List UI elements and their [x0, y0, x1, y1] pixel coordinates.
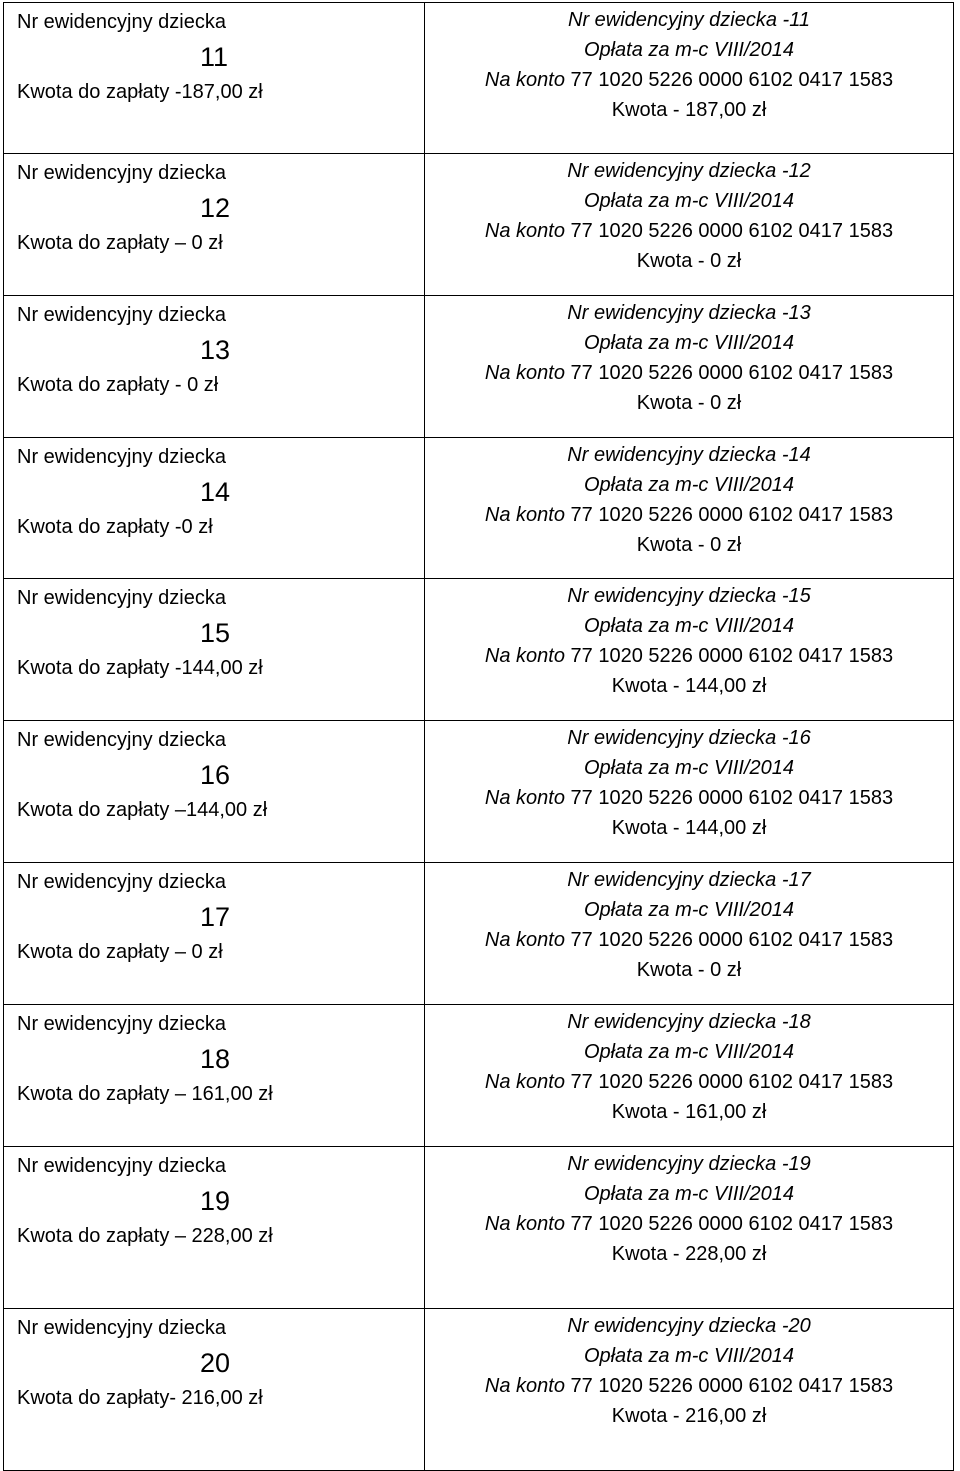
amount-due: Kwota do zapłaty- 216,00 zł	[17, 1387, 263, 1409]
payment-slips-table	[3, 2, 954, 1471]
slip-fee-period: Opłata za m-c VIII/2014	[583, 615, 795, 637]
amount-due: Kwota do zapłaty -0 zł	[17, 516, 213, 538]
slip-account-line	[425, 925, 953, 955]
slip-row	[4, 1147, 954, 1309]
child-stub-cell	[4, 154, 425, 296]
child-id-number: 14	[200, 477, 231, 507]
slip-row	[4, 863, 954, 1005]
child-stub-cell	[4, 579, 425, 721]
slip-account-line	[425, 216, 953, 246]
child-id-label: Nr ewidencyjny dziecka	[17, 871, 226, 893]
transfer-slip-cell	[425, 154, 954, 296]
account-prefix: Na konto	[484, 1375, 571, 1397]
child-stub-cell	[4, 863, 425, 1005]
account-prefix: Na konto	[484, 1213, 571, 1235]
slip-fee-period: Opłata za m-c VIII/2014	[583, 1041, 795, 1063]
slip-child-id: Nr ewidencyjny dziecka -16	[567, 727, 811, 749]
slip-row	[4, 438, 954, 579]
slip-amount: Kwota - 0 zł	[636, 250, 742, 272]
account-prefix: Na konto	[484, 787, 571, 809]
child-id-number: 11	[200, 42, 229, 72]
amount-due: Kwota do zapłaty – 0 zł	[17, 232, 223, 254]
slip-child-id: Nr ewidencyjny dziecka -14	[567, 444, 811, 466]
transfer-slip-cell	[425, 296, 954, 438]
account-prefix: Na konto	[484, 929, 571, 951]
slip-account-line	[425, 65, 953, 95]
transfer-slip-cell	[425, 3, 954, 154]
bank-account-number: 77 1020 5226 0000 6102 0417 1583	[570, 929, 894, 951]
slip-account-line	[425, 1067, 953, 1097]
child-id-label: Nr ewidencyjny dziecka	[17, 162, 226, 184]
amount-due: Kwota do zapłaty -144,00 zł	[17, 657, 263, 679]
amount-due: Kwota do zapłaty –144,00 zł	[17, 799, 268, 821]
child-id-number: 20	[200, 1348, 231, 1378]
child-id-label: Nr ewidencyjny dziecka	[17, 446, 226, 468]
slip-child-id: Nr ewidencyjny dziecka -15	[567, 585, 811, 607]
slip-account-line	[425, 358, 953, 388]
slip-row	[4, 721, 954, 863]
bank-account-number: 77 1020 5226 0000 6102 0417 1583	[570, 787, 894, 809]
child-id-number: 16	[200, 760, 231, 790]
transfer-slip-cell	[425, 721, 954, 863]
bank-account-number: 77 1020 5226 0000 6102 0417 1583	[570, 504, 894, 526]
slip-amount: Kwota - 0 zł	[636, 392, 742, 414]
account-prefix: Na konto	[484, 1071, 571, 1093]
amount-due: Kwota do zapłaty – 161,00 zł	[17, 1083, 273, 1105]
slip-amount: Kwota - 228,00 zł	[611, 1243, 767, 1265]
amount-due: Kwota do zapłaty – 228,00 zł	[17, 1225, 273, 1247]
child-stub-cell	[4, 438, 425, 579]
slip-child-id: Nr ewidencyjny dziecka -19	[567, 1153, 811, 1175]
slip-account-line	[425, 1209, 953, 1239]
bank-account-number: 77 1020 5226 0000 6102 0417 1583	[570, 1375, 894, 1397]
child-stub-cell	[4, 1309, 425, 1471]
bank-account-number: 77 1020 5226 0000 6102 0417 1583	[570, 1071, 894, 1093]
bank-account-number: 77 1020 5226 0000 6102 0417 1583	[570, 220, 894, 242]
account-prefix: Na konto	[484, 504, 571, 526]
slip-amount: Kwota - 187,00 zł	[611, 99, 767, 121]
slip-amount: Kwota - 216,00 zł	[611, 1405, 767, 1427]
child-id-number: 13	[200, 335, 231, 365]
transfer-slip-cell	[425, 438, 954, 579]
slip-fee-period: Opłata za m-c VIII/2014	[583, 190, 795, 212]
slip-child-id: Nr ewidencyjny dziecka -18	[567, 1011, 811, 1033]
child-stub-cell	[4, 1147, 425, 1309]
child-id-label: Nr ewidencyjny dziecka	[17, 1317, 226, 1339]
slip-child-id: Nr ewidencyjny dziecka -17	[567, 869, 811, 891]
transfer-slip-cell	[425, 579, 954, 721]
child-id-number: 17	[200, 902, 231, 932]
slip-fee-period: Opłata za m-c VIII/2014	[583, 332, 795, 354]
slip-row	[4, 154, 954, 296]
bank-account-number: 77 1020 5226 0000 6102 0417 1583	[570, 362, 894, 384]
slip-child-id: Nr ewidencyjny dziecka -12	[567, 160, 811, 182]
slip-row	[4, 1309, 954, 1471]
slip-fee-period: Opłata za m-c VIII/2014	[583, 474, 795, 496]
slip-row	[4, 579, 954, 721]
transfer-slip-cell	[425, 863, 954, 1005]
child-id-number: 18	[200, 1044, 231, 1074]
child-id-label: Nr ewidencyjny dziecka	[17, 1013, 226, 1035]
child-stub-cell	[4, 3, 425, 154]
slip-fee-period: Opłata za m-c VIII/2014	[583, 39, 795, 61]
child-id-number: 19	[200, 1186, 231, 1216]
bank-account-number: 77 1020 5226 0000 6102 0417 1583	[570, 69, 894, 91]
slip-fee-period: Opłata za m-c VIII/2014	[583, 757, 795, 779]
child-id-number: 12	[200, 193, 231, 223]
slip-child-id: Nr ewidencyjny dziecka -11	[568, 9, 810, 31]
bank-account-number: 77 1020 5226 0000 6102 0417 1583	[570, 645, 894, 667]
slip-amount: Kwota - 144,00 zł	[611, 675, 767, 697]
slip-child-id: Nr ewidencyjny dziecka -20	[567, 1315, 811, 1337]
child-id-label: Nr ewidencyjny dziecka	[17, 1155, 226, 1177]
slip-child-id: Nr ewidencyjny dziecka -13	[567, 302, 811, 324]
slip-fee-period: Opłata za m-c VIII/2014	[583, 1345, 795, 1367]
account-prefix: Na konto	[484, 220, 571, 242]
bank-account-number: 77 1020 5226 0000 6102 0417 1583	[570, 1213, 894, 1235]
slip-amount: Kwota - 161,00 zł	[611, 1101, 767, 1123]
account-prefix: Na konto	[484, 362, 571, 384]
child-stub-cell	[4, 296, 425, 438]
child-id-label: Nr ewidencyjny dziecka	[17, 587, 226, 609]
slip-row	[4, 296, 954, 438]
slip-account-line	[425, 500, 953, 530]
child-id-label: Nr ewidencyjny dziecka	[17, 729, 226, 751]
transfer-slip-cell	[425, 1309, 954, 1471]
transfer-slip-cell	[425, 1147, 954, 1309]
account-prefix: Na konto	[484, 645, 571, 667]
slip-amount: Kwota - 0 zł	[636, 959, 742, 981]
child-id-label: Nr ewidencyjny dziecka	[17, 11, 226, 33]
child-id-number: 15	[200, 618, 231, 648]
child-stub-cell	[4, 721, 425, 863]
slip-amount: Kwota - 0 zł	[636, 534, 742, 556]
child-id-label: Nr ewidencyjny dziecka	[17, 304, 226, 326]
slip-account-line	[425, 1371, 953, 1401]
child-stub-cell	[4, 1005, 425, 1147]
amount-due: Kwota do zapłaty – 0 zł	[17, 941, 223, 963]
slip-fee-period: Opłata za m-c VIII/2014	[583, 899, 795, 921]
amount-due: Kwota do zapłaty -187,00 zł	[17, 81, 263, 103]
amount-due: Kwota do zapłaty - 0 zł	[17, 374, 219, 396]
slip-account-line	[425, 641, 953, 671]
slip-fee-period: Opłata za m-c VIII/2014	[583, 1183, 795, 1205]
slip-row	[4, 1005, 954, 1147]
transfer-slip-cell	[425, 1005, 954, 1147]
slip-account-line	[425, 783, 953, 813]
slip-row	[4, 3, 954, 154]
account-prefix: Na konto	[484, 69, 571, 91]
slip-amount: Kwota - 144,00 zł	[611, 817, 767, 839]
